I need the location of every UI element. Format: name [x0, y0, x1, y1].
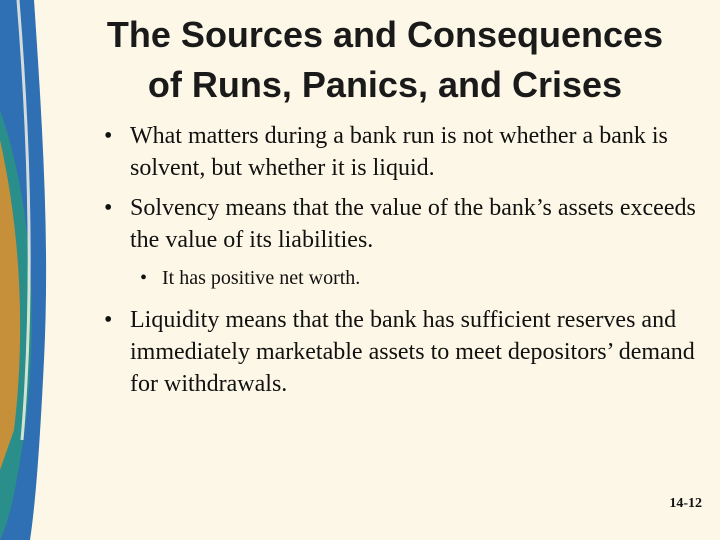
bullet-dot: • [104, 123, 113, 149]
bullet-item [100, 304, 700, 400]
bullet-item [100, 192, 700, 256]
page-number: 14-12 [669, 496, 702, 511]
bullet-text: What matters during a bank run is not whether a bank is solvent, but whether it is liquid. [130, 123, 668, 181]
bullet-text: Liquidity means that the bank has sufficient reserves and immediately marketable assets to meet depositors’ demand for withdrawals. [130, 307, 695, 397]
sub-bullet-dot: • [140, 267, 148, 289]
bullet-dot: • [104, 195, 113, 221]
title-line-2: of Runs, Panics, and Crises [147, 64, 623, 105]
bullet-dot: • [104, 307, 113, 333]
title-line-1: The Sources and Consequences [106, 14, 664, 55]
bullet-list [100, 120, 700, 408]
slide-title [60, 10, 710, 110]
bullet-text: Solvency means that the value of the bank’s assets exceeds the value of its liabilities. [130, 195, 696, 253]
bullet-item [100, 120, 700, 184]
sub-bullet-item [138, 264, 700, 292]
sub-bullet-text: It has positive net worth. [162, 267, 361, 289]
